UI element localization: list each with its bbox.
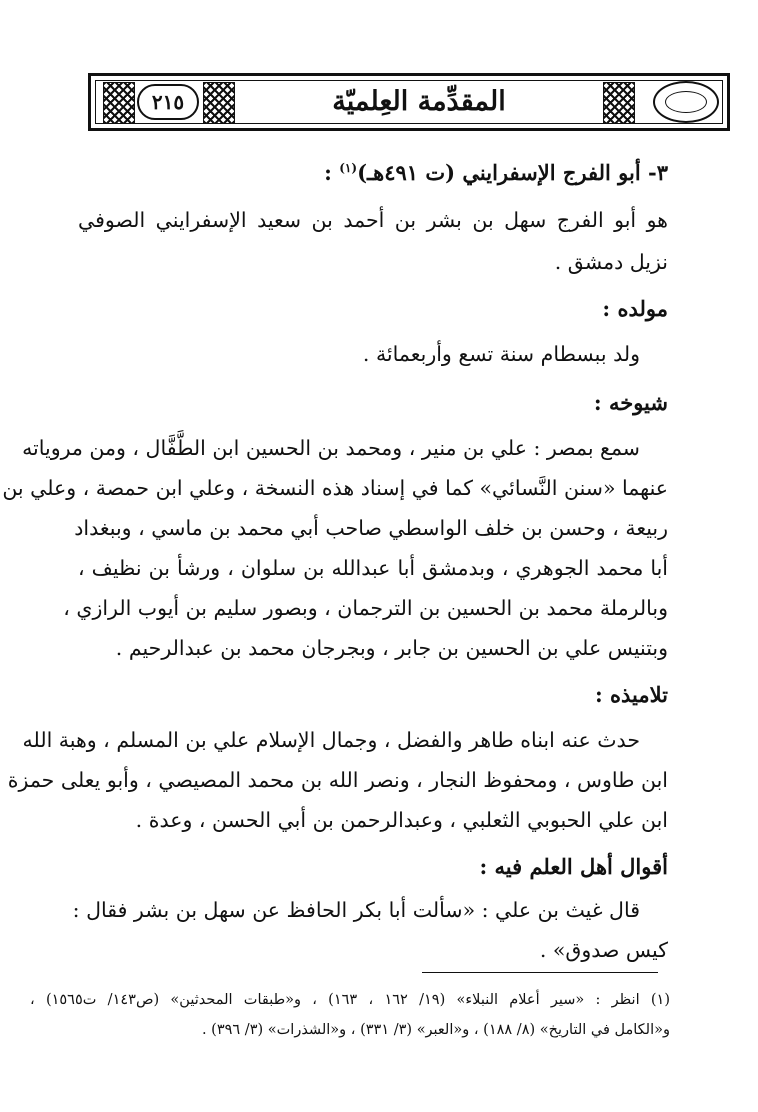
teachers-line-1: سمع بمصر : علي بن منير ، ومحمد بن الحسين ابن الطَّفَّال ، ومن مروياته <box>22 436 640 460</box>
birth-text: ولد ببسطام سنة تسع وأربعمائة . <box>362 342 640 366</box>
intro-line-2: نزيل دمشق . <box>554 250 668 274</box>
footnote-ref: (١) <box>339 161 358 175</box>
students-line-1: حدث عنه ابناه طاهر والفضل ، وجمال الإسلام علي بن المسلم ، وهبة الله <box>22 728 640 752</box>
students-line-2: ابن طاوس ، ومحفوظ النجار ، ونصر الله بن محمد المصيصي ، وأبو يعلى حمزة <box>7 768 668 792</box>
students-heading: تلاميذه : <box>594 682 668 707</box>
teachers-line-2: عنهما «سنن النَّسائي» كما في إسناد هذه النسخة ، وعلي ابن حمصة ، وعلي بن <box>2 476 668 500</box>
section-heading <box>78 160 668 185</box>
footnote-separator <box>422 972 658 973</box>
teachers-heading: شيوخه : <box>593 390 668 415</box>
teachers-line-6: وبتنيس علي بن الحسين بن جابر ، وبجرجان محمد بن عبدالرحيم . <box>115 636 668 660</box>
page-number: ٢١٥ <box>137 84 199 120</box>
ornament-mid-left <box>203 82 235 124</box>
logo-emblem-icon <box>653 81 719 123</box>
scholars-heading: أقوال أهل العلم فيه : <box>479 854 668 879</box>
teachers-line-3: ربيعة ، وحسن بن خلف الواسطي صاحب أبي محمد بن ماسي ، وببغداد <box>74 516 668 540</box>
footnote-line-1: (١) انظر : «سير أعلام النبلاء» (١٩/ ١٦٢ ، ١٦٣) ، و«طبقات المحدثين» (ص١٤٣/ ت١٥٦٥) ، <box>30 992 671 1008</box>
teachers-line-5: وبالرملة محمد بن الحسين بن الترجمان ، وبصور سليم بن أيوب الرازي ، <box>63 596 668 620</box>
scholars-line-2: كيس صدوق» . <box>539 938 668 962</box>
teachers-line-4: أبا محمد الجوهري ، وبدمشق أبا عبدالله بن سلوان ، ورشأ بن نظيف ، <box>78 556 668 580</box>
running-title: المقدِّمة العِلميّة <box>332 85 506 117</box>
scholars-line-1: قال غيث بن علي : «سألت أبا بكر الحافظ عن سهل بن بشر فقال : <box>72 898 640 922</box>
section-heading-colon: : <box>324 160 332 185</box>
students-line-3: ابن علي الحبوبي الثعلبي ، وعبدالرحمن بن أبي الحسن ، وعدة . <box>135 808 668 832</box>
ornament-right <box>603 82 635 124</box>
section-heading-text: ٣- أبو الفرج الإسفرايني (ت ٤٩١هـ) <box>357 160 668 185</box>
intro-line-1: هو أبو الفرج سهل بن بشر بن أحمد بن سعيد الإسفرايني الصوفي <box>78 208 668 232</box>
birth-heading: مولده : <box>602 296 668 321</box>
footnote-line-2: و«الكامل في التاريخ» (٨/ ١٨٨) ، و«العبر» (٣/ ٣٣١) ، و«الشذرات» (٣/ ٣٩٦) . <box>201 1022 670 1038</box>
page-header <box>88 73 730 131</box>
ornament-left <box>103 82 135 124</box>
